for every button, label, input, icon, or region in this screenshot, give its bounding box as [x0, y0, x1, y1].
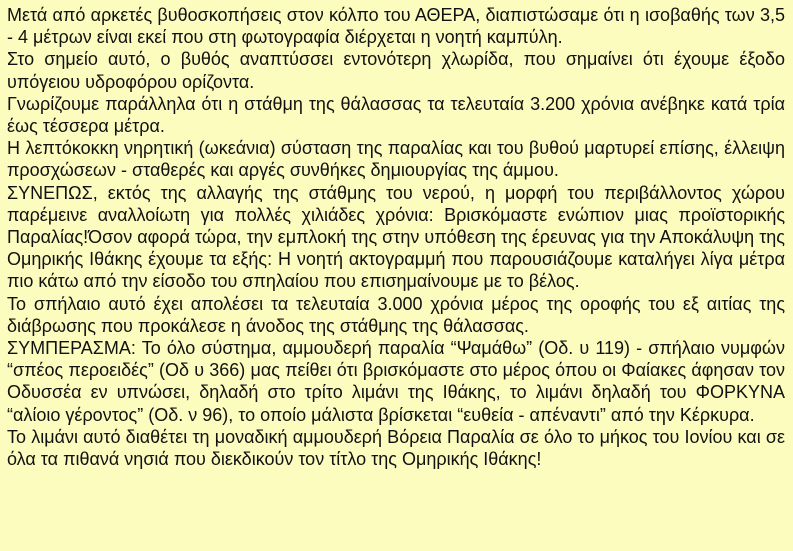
paragraph-bathymetry: Μετά από αρκετές βυθοσκοπήσεις στον κόλπο του ΑΘΕΡΑ, διαπιστώσαμε ότι η ισοβαθής των 3,5 - 4 μέτρων είναι εκεί που στη φωτογραφία διέρχεται η νοητή καμπύλη. — [7, 5, 785, 48]
paragraph-cave: Το σπήλαιο αυτό έχει απολέσει τα τελευταία 3.000 χρόνια μέρος της οροφής του εξ αιτίας της διάβρωσης που προκάλεσε η άνοδος της στάθμης της θάλασσας. — [7, 293, 785, 336]
paragraph-sea-level: Γνωρίζουμε παράλληλα ότι η στάθμη της θάλασσας τα τελευταία 3.200 χρόνια ανέβηκε κατά τρία έως τέσσερα μέτρα. — [7, 93, 785, 137]
paragraph-harbor: Το λιμάνι αυτό διαθέτει τη μοναδική αμμουδερή Βόρεια Παραλία σε όλο το μήκος του Ιονίου και σε όλα τα πιθανά νησιά που διεκδικούν τον τίτλο της Ομηρικής Ιθάκης! — [7, 426, 785, 470]
paragraph-sand-composition: Η λεπτόκοκκη νηρητική (ωκεάνια) σύσταση της παραλίας και του βυθού μαρτυρεί επίσης, έλλειψη προσχώσεων - σταθερές και αργές συνθήκες δημιουργίας της άμμου. — [7, 138, 785, 181]
paragraph-consequently: ΣΥΝΕΠΩΣ, εκτός της αλλαγής της στάθμης του νερού, η μορφή του περιβάλλοντος χώρου παρέμεινε αναλλοίωτη για πολλές χιλιάδες χρόνια: Βρισκόμαστε ενώπιον μιας προϊστορικής Παραλίας!Όσον αφορά τώρα, την εμπλοκή της στην υπόθεση της έρευνας για την Αποκάλυψη της Ομηρικής Ιθάκης έχουμε τα εξής: Η νοητή ακτογραμμή που παρουσιάζουμε καταλήγει λίγα μέτρα πιο κάτω από την είσοδο του σπηλαίου που επισημαίνουμε με το βέλος. — [7, 182, 785, 292]
paragraph-conclusion: ΣΥΜΠΕΡΑΣΜΑ: Το όλο σύστημα, αμμουδερή παραλία “Ψαμάθω” (Οδ. υ 119) - σπήλαιο νυμφών “σπέος περοειδές” (Οδ υ 366) μας πείθει ότι βρισκόμαστε στο μέρος όπου οι Φαίακες άφησαν τον Οδυσσέα εν υπνώσει, δηλαδή στο τρίτο λιμάνι της Ιθάκης, το λιμάνι δηλαδή του ΦΟΡΚΥΝΑ “αλίοιο γέροντος” (Οδ. ν 96), το οποίο μάλιστα βρίσκεται “ευθεία - απέναντι” από την Κέρκυρα. — [7, 338, 785, 425]
paragraph-flora: Στο σημείο αυτό, ο βυθός αναπτύσσει εντονότερη χλωρίδα, που σημαίνει ότι έχουμε έξοδο υπόγειου υδροφόρου ορίζοντα. — [7, 49, 785, 92]
